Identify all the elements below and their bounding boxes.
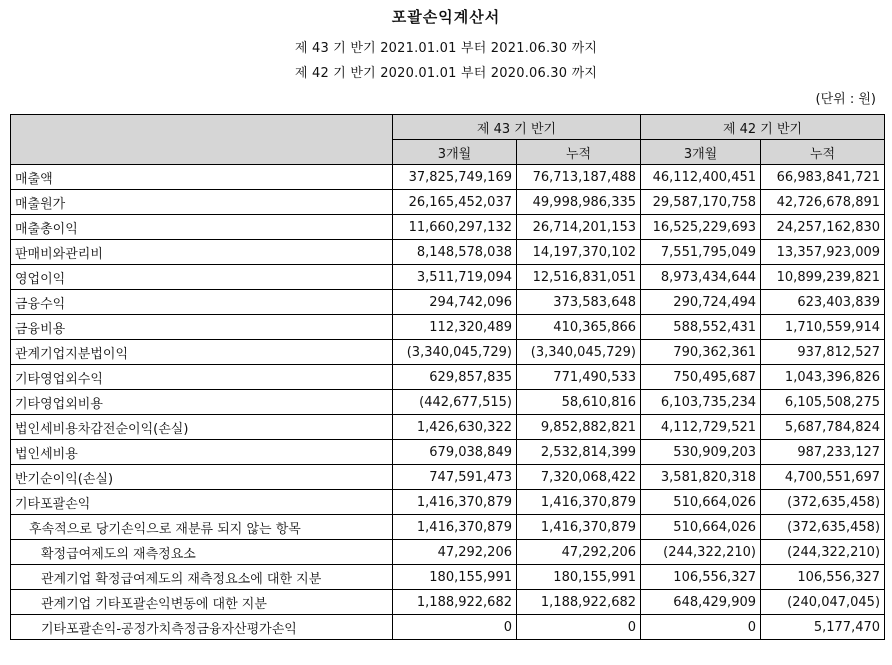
current-3m-value: 1,188,922,682 — [393, 590, 517, 615]
table-row — [11, 240, 885, 265]
row-label: 기타영업외수익 — [11, 365, 393, 390]
prior-3m-value: 530,909,203 — [641, 440, 761, 465]
current-cumulative-value: 58,610,816 — [517, 390, 641, 415]
current-3m-value: 11,660,297,132 — [393, 215, 517, 240]
row-label: 관계기업 확정급여제도의 재측정요소에 대한 지분 — [11, 565, 393, 590]
prior-3m-value: 648,429,909 — [641, 590, 761, 615]
header-current-period: 제 43 기 반기 — [393, 115, 641, 140]
current-cumulative-value: 49,998,986,335 — [517, 190, 641, 215]
table-row — [11, 415, 885, 440]
row-label: 법인세비용 — [11, 440, 393, 465]
current-cumulative-value: 180,155,991 — [517, 565, 641, 590]
prior-3m-value: 106,556,327 — [641, 565, 761, 590]
table-row — [11, 390, 885, 415]
prior-cumulative-value: 6,105,508,275 — [761, 390, 885, 415]
prior-3m-value: 510,664,026 — [641, 515, 761, 540]
current-cumulative-value: 0 — [517, 615, 641, 640]
prior-3m-value: 6,103,735,234 — [641, 390, 761, 415]
prior-3m-value: 46,112,400,451 — [641, 165, 761, 190]
current-3m-value: 1,416,370,879 — [393, 515, 517, 540]
prior-cumulative-value: 5,687,784,824 — [761, 415, 885, 440]
prior-cumulative-value: 5,177,470 — [761, 615, 885, 640]
table-row — [11, 290, 885, 315]
current-3m-value: (3,340,045,729) — [393, 340, 517, 365]
prior-cumulative-value: (372,635,458) — [761, 515, 885, 540]
prior-cumulative-value: (372,635,458) — [761, 490, 885, 515]
row-label: 매출총이익 — [11, 215, 393, 240]
header-prior-3m: 3개월 — [641, 140, 761, 165]
prior-3m-value: 0 — [641, 615, 761, 640]
prior-3m-value: 16,525,229,693 — [641, 215, 761, 240]
prior-3m-value: 8,973,434,644 — [641, 265, 761, 290]
current-cumulative-value: 12,516,831,051 — [517, 265, 641, 290]
current-cumulative-value: 1,416,370,879 — [517, 490, 641, 515]
table-row — [11, 340, 885, 365]
prior-cumulative-value: (244,322,210) — [761, 540, 885, 565]
row-label: 관계기업 기타포괄손익변동에 대한 지분 — [11, 590, 393, 615]
current-3m-value: 8,148,578,038 — [393, 240, 517, 265]
header-corner — [11, 115, 393, 165]
current-3m-value: 294,742,096 — [393, 290, 517, 315]
prior-cumulative-value: 13,357,923,009 — [761, 240, 885, 265]
current-3m-value: 1,416,370,879 — [393, 490, 517, 515]
row-label: 관계기업지분법이익 — [11, 340, 393, 365]
table-row — [11, 315, 885, 340]
current-cumulative-value: 1,416,370,879 — [517, 515, 641, 540]
current-cumulative-value: 2,532,814,399 — [517, 440, 641, 465]
row-label: 금융수익 — [11, 290, 393, 315]
header-current-cumulative: 누적 — [517, 140, 641, 165]
current-3m-value: 679,038,849 — [393, 440, 517, 465]
current-cumulative-value: (3,340,045,729) — [517, 340, 641, 365]
current-cumulative-value: 47,292,206 — [517, 540, 641, 565]
current-cumulative-value: 410,365,866 — [517, 315, 641, 340]
table-row — [11, 565, 885, 590]
table-row — [11, 265, 885, 290]
row-label: 판매비와관리비 — [11, 240, 393, 265]
period-prior: 제 42 기 반기 2020.01.01 부터 2020.06.30 까지 — [294, 66, 598, 81]
prior-3m-value: 4,112,729,521 — [641, 415, 761, 440]
period-current: 제 43 기 반기 2021.01.01 부터 2021.06.30 까지 — [294, 41, 598, 56]
prior-cumulative-value: 1,043,396,826 — [761, 365, 885, 390]
row-label: 기타포괄손익-공정가치측정금융자산평가손익 — [11, 615, 393, 640]
unit-label: (단위 : 원) — [815, 92, 876, 107]
table-row — [11, 440, 885, 465]
table-row — [11, 190, 885, 215]
table-row — [11, 490, 885, 515]
row-label: 금융비용 — [11, 315, 393, 340]
row-label: 반기순이익(손실) — [11, 465, 393, 490]
table-row — [11, 515, 885, 540]
current-cumulative-value: 26,714,201,153 — [517, 215, 641, 240]
current-3m-value: 112,320,489 — [393, 315, 517, 340]
header-prior-period: 제 42 기 반기 — [641, 115, 885, 140]
statement-title: 포괄손익계산서 — [391, 8, 501, 26]
current-3m-value: 180,155,991 — [393, 565, 517, 590]
prior-cumulative-value: 10,899,239,821 — [761, 265, 885, 290]
current-3m-value: 747,591,473 — [393, 465, 517, 490]
income-statement-table — [10, 114, 885, 640]
table-row — [11, 365, 885, 390]
current-cumulative-value: 771,490,533 — [517, 365, 641, 390]
row-label: 법인세비용차감전순이익(손실) — [11, 415, 393, 440]
row-label: 매출액 — [11, 165, 393, 190]
prior-3m-value: 790,362,361 — [641, 340, 761, 365]
row-label: 영업이익 — [11, 265, 393, 290]
current-3m-value: 3,511,719,094 — [393, 265, 517, 290]
prior-cumulative-value: 42,726,678,891 — [761, 190, 885, 215]
current-3m-value: (442,677,515) — [393, 390, 517, 415]
current-cumulative-value: 373,583,648 — [517, 290, 641, 315]
prior-3m-value: 510,664,026 — [641, 490, 761, 515]
row-label: 기타포괄손익 — [11, 490, 393, 515]
current-3m-value: 26,165,452,037 — [393, 190, 517, 215]
current-cumulative-value: 14,197,370,102 — [517, 240, 641, 265]
table-row — [11, 590, 885, 615]
current-3m-value: 37,825,749,169 — [393, 165, 517, 190]
prior-cumulative-value: 937,812,527 — [761, 340, 885, 365]
table-row — [11, 215, 885, 240]
current-cumulative-value: 1,188,922,682 — [517, 590, 641, 615]
prior-3m-value: (244,322,210) — [641, 540, 761, 565]
prior-cumulative-value: 66,983,841,721 — [761, 165, 885, 190]
row-label: 후속적으로 당기손익으로 재분류 되지 않는 항목 — [11, 515, 393, 540]
header-prior-cumulative: 누적 — [761, 140, 885, 165]
header-row-periods — [11, 115, 885, 140]
current-3m-value: 1,426,630,322 — [393, 415, 517, 440]
prior-cumulative-value: 24,257,162,830 — [761, 215, 885, 240]
prior-3m-value: 29,587,170,758 — [641, 190, 761, 215]
current-3m-value: 0 — [393, 615, 517, 640]
row-label: 매출원가 — [11, 190, 393, 215]
current-cumulative-value: 7,320,068,422 — [517, 465, 641, 490]
prior-3m-value: 7,551,795,049 — [641, 240, 761, 265]
table-row — [11, 615, 885, 640]
prior-3m-value: 3,581,820,318 — [641, 465, 761, 490]
table-row — [11, 540, 885, 565]
prior-cumulative-value: 4,700,551,697 — [761, 465, 885, 490]
table-row — [11, 165, 885, 190]
header-current-3m: 3개월 — [393, 140, 517, 165]
current-3m-value: 629,857,835 — [393, 365, 517, 390]
prior-3m-value: 750,495,687 — [641, 365, 761, 390]
current-3m-value: 47,292,206 — [393, 540, 517, 565]
current-cumulative-value: 9,852,882,821 — [517, 415, 641, 440]
prior-cumulative-value: 987,233,127 — [761, 440, 885, 465]
prior-cumulative-value: 106,556,327 — [761, 565, 885, 590]
prior-cumulative-value: (240,047,045) — [761, 590, 885, 615]
table-row — [11, 465, 885, 490]
prior-3m-value: 290,724,494 — [641, 290, 761, 315]
prior-cumulative-value: 1,710,559,914 — [761, 315, 885, 340]
prior-3m-value: 588,552,431 — [641, 315, 761, 340]
row-label: 기타영업외비용 — [11, 390, 393, 415]
current-cumulative-value: 76,713,187,488 — [517, 165, 641, 190]
prior-cumulative-value: 623,403,839 — [761, 290, 885, 315]
row-label: 확정급여제도의 재측정요소 — [11, 540, 393, 565]
